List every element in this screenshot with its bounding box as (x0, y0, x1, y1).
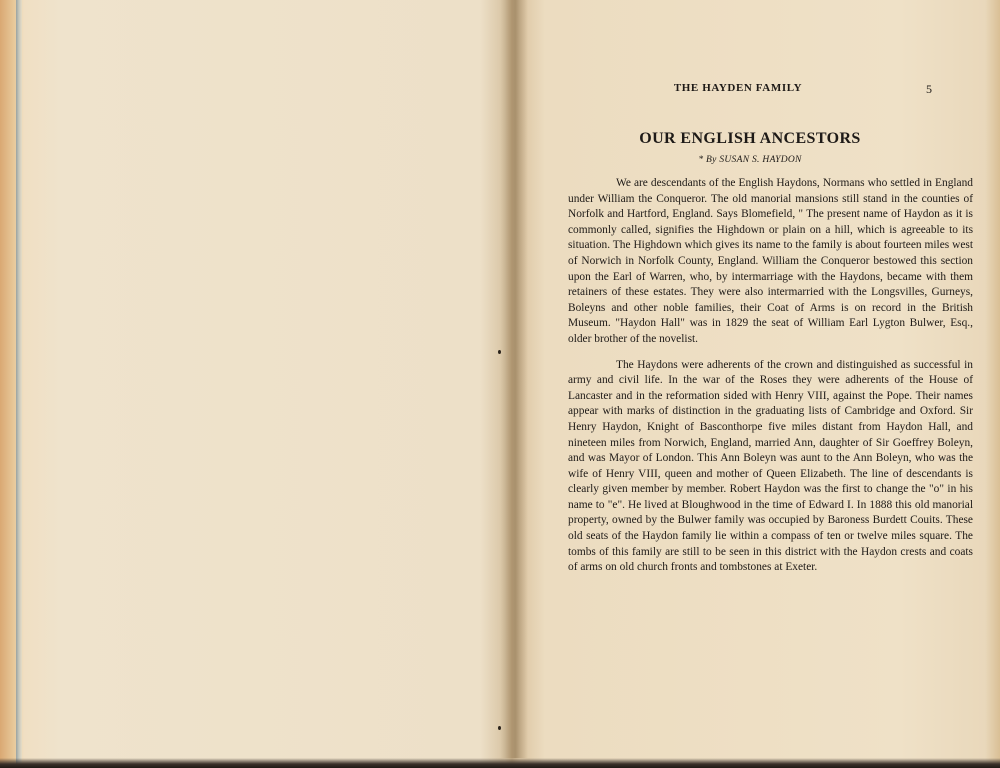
left-page-blank (22, 0, 512, 758)
running-head: THE HAYDEN FAMILY (673, 82, 803, 94)
right-page (528, 0, 1000, 758)
book-bottom-edge (0, 758, 1000, 768)
page-number: 5 (926, 82, 932, 96)
article-body (568, 176, 973, 586)
paragraph: We are descendants of the English Haydons, Normans who settled in England under William the Conqueror. The old manorial mansions still stand in the counties of Norfolk and Hartford, England. Says Blomefield, " The present name of Haydon as it is commonly called, signifies the Highdown or plain on a hill, which is agreeable to its situation. The Highdown which gives its name to the family is about fourteen miles west of Norwich in Norfolk County, England. William the Conqueror bestowed this section upon the Earl of Warren, who, by intermarriage with the Haydons, became with them retainers of these estates. They were also intermarried with the Longsvilles, Gurneys, Boleyns and other noble families, their Coat of Arms is on record in the British Museum. "Haydon Hall" was in 1829 the seat of William Earl Lygton Bulwer, Esq., older brother of the novelist. (568, 177, 973, 345)
article-title: OUR ENGLISH ANCESTORS (639, 130, 861, 147)
paragraph: The Haydons were adherents of the crown and distinguished as successful in army and civil life. In the war of the Roses they were adherents of the House of Lancaster and in the reformation sided with Henry VIII, against the Pope. Their names appear with marks of distinction in the graduating lists of Cambridge and Oxford. Sir Henry Haydon, Knight of Basconthorpe five miles distant from Haydon Hall, and nineteen miles from Norwich, England, married Ann, daughter of Sir Goeffrey Boleyn, and was Mayor of London. This Ann Boleyn was aunt to the Ann Boleyn, who was the wife of Henry VIII, queen and mother of Queen Elizabeth. The line of descendants is clearly given member by member. Robert Haydon was the first to change the "o" in his name to "e". He lived at Bloughwood in the time of Edward I. In 1888 this old manorial property, owned by the Bulwer family was occupied by Baroness Burdett Couits. These old seats of the Haydon family lie within a compass of ten or twelve miles square. The tombs of this family are still to be seen in this district with the Haydon crests and coats of arms on old church fronts and tombstones at Exeter. (568, 358, 973, 574)
book-gutter (500, 0, 528, 758)
article-byline: * By SUSAN S. HAYDON (698, 155, 802, 165)
